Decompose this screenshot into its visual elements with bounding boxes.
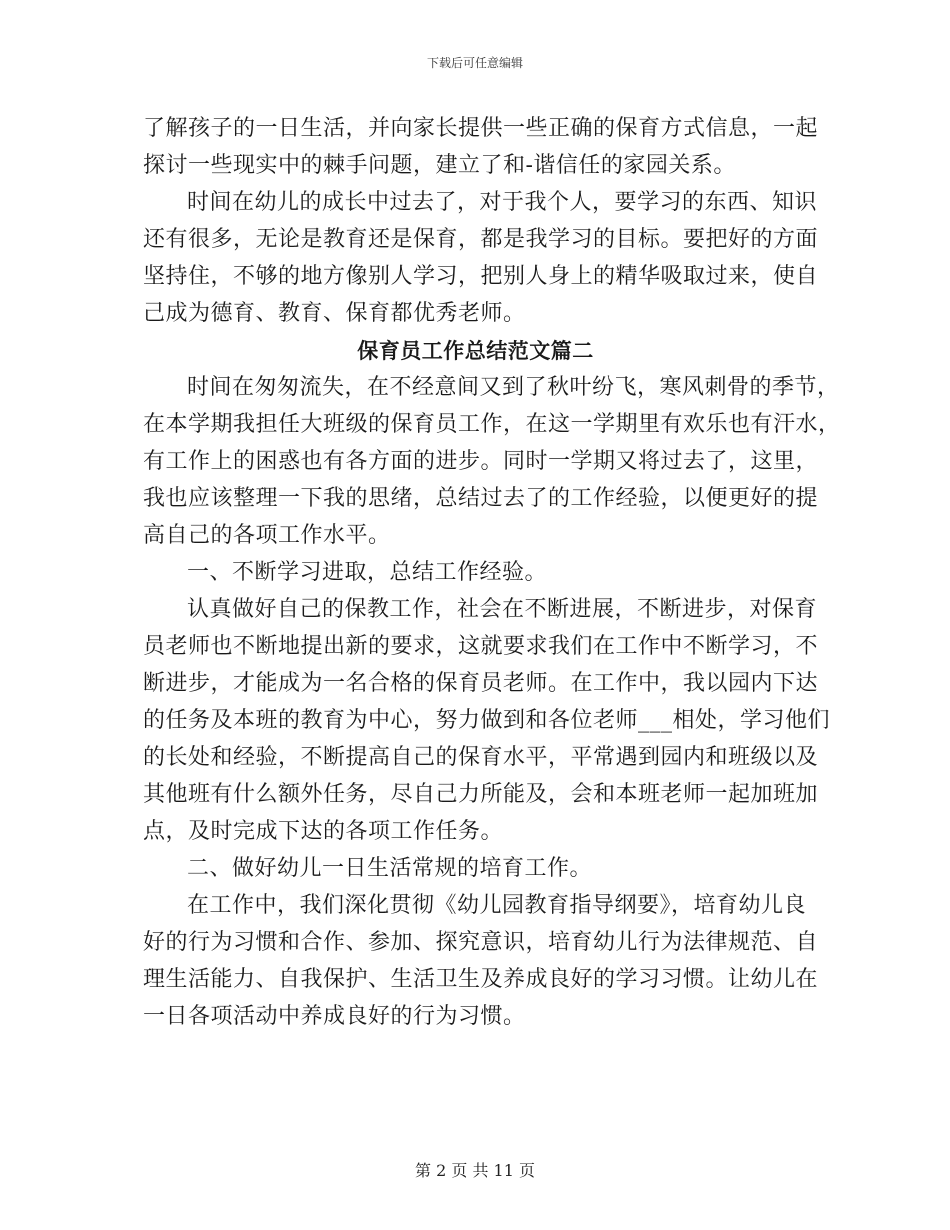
text-line: 还有很多，无论是教育还是保育，都是我学习的目标。要把好的方面 bbox=[143, 227, 819, 252]
text-line: 时间在匆匆流失，在不经意间又到了秋叶纷飞，寒风刺骨的季节， bbox=[187, 375, 840, 400]
text-line: 其他班有什么额外任务，尽自己力所能及，会和本班老师一起加班加 bbox=[143, 782, 819, 807]
text-line: 在本学期我担任大班级的保育员工作，在这一学期里有欢乐也有汗水， bbox=[143, 412, 841, 437]
text-line: 的任务及本班的教育为中心，努力做到和各位老师___相处，学习他们 bbox=[143, 708, 831, 733]
text-line: 了解孩子的一日生活，并向家长提供一些正确的保育方式信息，一起 bbox=[143, 116, 819, 141]
text-line: 好的行为习惯和合作、参加、探究意识，培育幼儿行为法律规范、自 bbox=[143, 930, 819, 955]
text-line: 我也应该整理一下我的思绪，总结过去了的工作经验，以便更好的提 bbox=[143, 486, 819, 511]
text-line: 在工作中，我们深化贯彻《幼儿园教育指导纲要》，培育幼儿良 bbox=[187, 893, 807, 918]
text-line: 高自己的各项工作水平。 bbox=[143, 523, 391, 548]
text-line: 的长处和经验，不断提高自己的保育水平，平常遇到园内和班级以及 bbox=[143, 745, 819, 770]
text-line: 探讨一些现实中的棘手问题，建立了和-谐信任的家园关系。 bbox=[143, 153, 736, 178]
subsection-heading: 二、做好幼儿一日生活常规的培育工作。 bbox=[187, 856, 593, 881]
text-line: 理生活能力、自我保护、生活卫生及养成良好的学习习惯。让幼儿在 bbox=[143, 967, 819, 992]
text-line: 坚持住，不够的地方像别人学习，把别人身上的精华吸取过来，使自 bbox=[143, 264, 819, 289]
text-line: 时间在幼儿的成长中过去了，对于我个人，要学习的东西、知识 bbox=[187, 190, 818, 215]
text-line: 一日各项活动中养成良好的行为习惯。 bbox=[143, 1004, 526, 1029]
document-body bbox=[143, 110, 841, 1035]
text-line: 点，及时完成下达的各项工作任务。 bbox=[143, 819, 504, 844]
text-line: 员老师也不断地提出新的要求，这就要求我们在工作中不断学习，不 bbox=[143, 634, 819, 659]
page-footer: 第 2 页 共 11 页 bbox=[415, 1161, 535, 1180]
text-line: 有工作上的困惑也有各方面的进步。同时一学期又将过去了，这里， bbox=[143, 449, 819, 474]
text-line: 己成为德育、教育、保育都优秀老师。 bbox=[143, 301, 526, 326]
text-line: 认真做好自己的保教工作，社会在不断进展，不断进步，对保育 bbox=[187, 597, 818, 622]
text-line: 断进步，才能成为一名合格的保育员老师。在工作中，我以园内下达 bbox=[143, 671, 819, 696]
subsection-heading: 一、不断学习进取，总结工作经验。 bbox=[187, 560, 548, 585]
header-note: 下载后可任意编辑 bbox=[426, 56, 523, 70]
section-heading: 保育员工作总结范文篇二 bbox=[357, 338, 594, 363]
